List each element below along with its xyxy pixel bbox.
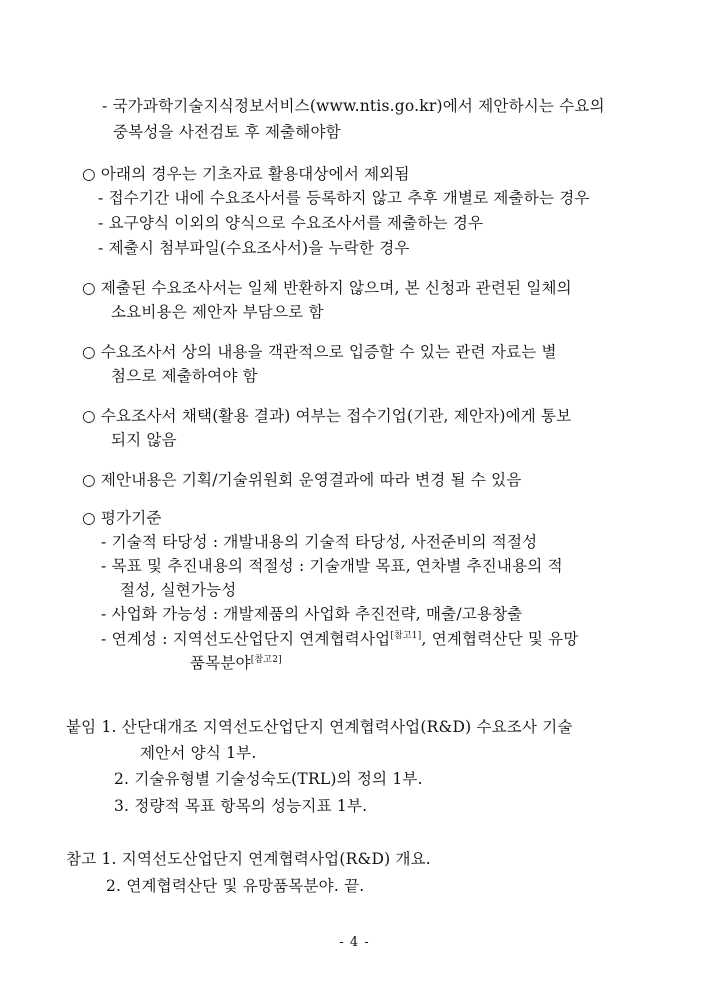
criteria-item-cont [190,653,282,673]
criteria-item-cont: 절성, 실현가능성 [120,581,237,599]
ntis-note-line2: 중복성을 사전검토 후 제출해야함 [113,123,341,141]
attachment-line-cont: 제안서 양식 1부. [140,744,257,762]
criteria-item4-text: , 연계협력산단 및 유망 [421,630,579,648]
reference-mark: [참고1] [390,631,422,641]
notice-return-line2: 소요비용은 제안자 부담으로 함 [111,303,324,321]
exclusion-heading: ○ 아래의 경우는 기초자료 활용대상에서 제외됨 [82,165,410,183]
reference-line: 참고 1. 지역선도산업단지 연계협력사업(R&D) 개요. [66,850,431,868]
exclusion-item: - 제출시 첨부파일(수요조사서)을 누락한 경우 [98,239,410,257]
attachment-line: 2. 기술유형별 기술성숙도(TRL)의 정의 1부. [114,770,423,788]
attachment-line: 붙임 1. 산단대개조 지역선도산업단지 연계협력사업(R&D) 수요조사 기술 [66,718,573,736]
reference-mark: [참고2] [250,655,282,665]
criteria-heading: ○ 평가기준 [82,509,162,527]
criteria-item4-text: - 연계성 : 지역선도산업단지 연계협력사업 [101,630,391,648]
attachment-line: 3. 정량적 목표 항목의 성능지표 1부. [114,797,368,815]
exclusion-item: - 요구양식 이외의 양식으로 수요조사서를 제출하는 경우 [98,214,484,232]
notice-result-line1: ○ 수요조사서 채택(활용 결과) 여부는 접수기업(기관, 제안자)에게 통보 [82,407,572,425]
criteria-item4-text: 품목분야 [190,654,251,672]
notice-result-line2: 되지 않음 [111,431,177,449]
ntis-note-line1: - 국가과학기술지식정보서비스(www.ntis.go.kr)에서 제안하시는 수요의 [102,97,605,115]
notice-evidence-line1: ○ 수요조사서 상의 내용을 객관적으로 입증할 수 있는 관련 자료는 별 [82,343,557,361]
criteria-item [101,629,579,649]
notice-evidence-line2: 첨으로 제출하여야 함 [111,367,258,385]
exclusion-item: - 접수기간 내에 수요조사서를 등록하지 않고 추후 개별로 제출하는 경우 [98,189,590,207]
notice-change: ○ 제안내용은 기획/기술위원회 운영결과에 따라 변경 될 수 있음 [82,471,522,489]
notice-return-line1: ○ 제출된 수요조사서는 일체 반환하지 않으며, 본 신청과 관련된 일체의 [82,279,572,297]
page-number: - 4 - [339,935,370,950]
criteria-item: - 목표 및 추진내용의 적절성 : 기술개발 목표, 연차별 추진내용의 적 [101,557,563,575]
reference-line: 2. 연계협력산단 및 유망품목분야. 끝. [106,877,365,895]
criteria-item: - 사업화 가능성 : 개발제품의 사업화 추진전략, 매출/고용창출 [101,605,523,623]
criteria-item: - 기술적 타당성 : 개발내용의 기술적 타당성, 사전준비의 적절성 [101,533,538,551]
